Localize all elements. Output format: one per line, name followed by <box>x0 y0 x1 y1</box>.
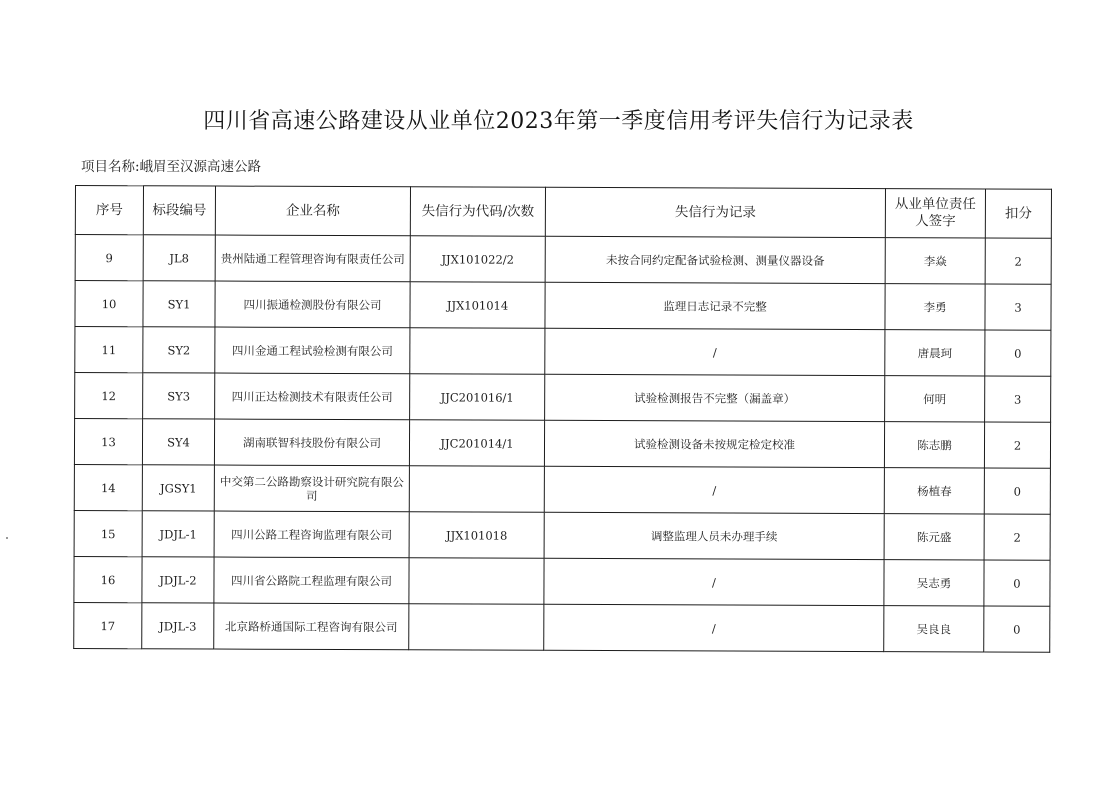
cell-deduction: 0 <box>985 330 1051 376</box>
table-row <box>75 235 1051 285</box>
cell-company: 四川正达检测技术有限责任公司 <box>215 373 410 420</box>
cell-deduction: 2 <box>985 238 1051 284</box>
cell-record: 试验检测设备未按规定检定校准 <box>544 420 884 467</box>
cell-section: JGSY1 <box>142 465 214 511</box>
record-table <box>73 185 1052 653</box>
header-section: 标段编号 <box>143 186 215 235</box>
cell-section: SY2 <box>143 327 215 373</box>
table-row <box>74 602 1050 652</box>
cell-section: JL8 <box>143 235 215 281</box>
cell-signature: 陈志鹏 <box>884 422 984 468</box>
header-record: 失信行为记录 <box>545 187 885 237</box>
cell-record: 监理日志记录不完整 <box>545 282 885 329</box>
cell-index: 12 <box>75 373 143 419</box>
cell-company: 中交第二公路勘察设计研究院有限公司 <box>214 465 409 512</box>
scan-speck <box>6 537 8 539</box>
table-row <box>74 464 1050 514</box>
cell-section: SY1 <box>143 281 215 327</box>
cell-deduction: 0 <box>984 560 1050 606</box>
cell-record: / <box>544 604 884 651</box>
header-company: 企业名称 <box>215 186 410 236</box>
cell-index: 10 <box>75 281 143 327</box>
cell-code: JJC201016/1 <box>410 374 545 421</box>
cell-deduction: 2 <box>984 422 1050 468</box>
cell-record: 调整监理人员未办理手续 <box>544 512 884 559</box>
header-index: 序号 <box>75 186 143 235</box>
cell-section: SY4 <box>142 419 214 465</box>
table-header-row <box>75 186 1051 239</box>
cell-section: JDJL-1 <box>142 511 214 557</box>
cell-index: 13 <box>74 419 142 465</box>
project-name: 峨眉至汉源高速公路 <box>139 159 262 175</box>
cell-signature: 何明 <box>885 376 985 422</box>
cell-section: JDJL-3 <box>142 603 214 649</box>
cell-code <box>410 328 545 375</box>
table-row <box>75 327 1051 377</box>
record-table-wrapper <box>73 185 1051 657</box>
table-row <box>74 556 1050 606</box>
cell-company: 四川省公路院工程监理有限公司 <box>214 557 409 604</box>
cell-record: 未按合同约定配备试验检测、测量仪器设备 <box>545 236 885 283</box>
cell-record: / <box>545 328 885 375</box>
cell-code <box>409 466 544 513</box>
cell-index: 15 <box>74 510 142 556</box>
cell-code <box>409 558 544 605</box>
project-name-line <box>81 155 261 175</box>
cell-code: JJX101022/2 <box>410 236 545 283</box>
cell-deduction: 3 <box>985 284 1051 330</box>
cell-deduction: 0 <box>984 606 1050 652</box>
cell-deduction: 2 <box>984 514 1050 560</box>
cell-index: 9 <box>75 235 143 281</box>
cell-index: 17 <box>74 602 142 648</box>
document-title: 四川省高速公路建设从业单位2023年第一季度信用考评失信行为记录表 <box>203 109 914 134</box>
cell-index: 11 <box>75 327 143 373</box>
cell-deduction: 0 <box>984 468 1050 514</box>
table-row <box>75 281 1051 331</box>
cell-section: JDJL-2 <box>142 557 214 603</box>
cell-company: 四川金通工程试验检测有限公司 <box>215 327 410 374</box>
cell-record: 试验检测报告不完整（漏盖章） <box>545 374 885 421</box>
table-row <box>75 373 1051 423</box>
cell-company: 北京路桥通国际工程咨询有限公司 <box>214 603 409 650</box>
project-label: 项目名称: <box>81 159 140 175</box>
cell-deduction: 3 <box>985 376 1051 422</box>
cell-code: JJC201014/1 <box>409 420 544 467</box>
cell-section: SY3 <box>143 373 215 419</box>
cell-company: 湖南联智科技股份有限公司 <box>214 419 409 466</box>
cell-record: / <box>544 466 884 513</box>
table-row <box>74 419 1050 469</box>
cell-signature: 陈元盛 <box>884 514 984 560</box>
cell-code <box>409 604 544 651</box>
cell-signature: 吴良良 <box>884 606 984 652</box>
cell-index: 16 <box>74 556 142 602</box>
cell-company: 贵州陆通工程管理咨询有限责任公司 <box>215 235 410 282</box>
cell-company: 四川公路工程咨询监理有限公司 <box>214 511 409 558</box>
cell-company: 四川振通检测股份有限公司 <box>215 281 410 328</box>
cell-index: 14 <box>74 464 142 510</box>
header-deduction: 扣分 <box>985 189 1051 238</box>
cell-code: JJX101018 <box>409 512 544 559</box>
cell-signature: 唐晨珂 <box>885 330 985 376</box>
header-signature: 从业单位责任人签字 <box>885 189 985 238</box>
cell-signature: 杨植春 <box>884 468 984 514</box>
cell-signature: 李勇 <box>885 284 985 330</box>
cell-signature: 吴志勇 <box>884 560 984 606</box>
header-code: 失信行为代码/次数 <box>410 187 545 237</box>
table-row <box>74 510 1050 560</box>
cell-code: JJX101014 <box>410 282 545 329</box>
cell-record: / <box>544 558 884 605</box>
cell-signature: 李焱 <box>885 238 985 284</box>
